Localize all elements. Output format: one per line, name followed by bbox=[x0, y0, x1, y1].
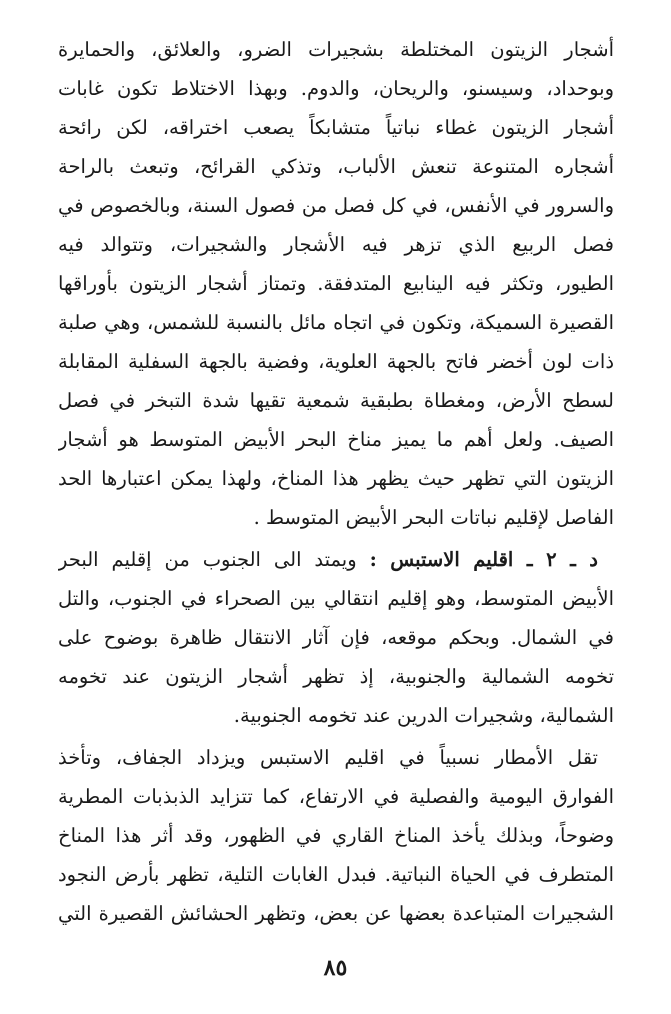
text-line: لسطح الأرض، ومغطاة بطبقية شمعية تقيها شدة التبخر في فصل bbox=[58, 389, 614, 412]
text-line: الشجيرات المتباعدة بعضها عن بعض، وتظهر الحشائش القصيرة التي bbox=[58, 902, 614, 925]
text-line: وبوحداد، وسيسنو، والريحان، والدوم. وبهذا الاختلاط تكون غابات bbox=[58, 77, 614, 100]
text-line: القصيرة السميكة، وتكون في اتجاه مائل بالنسبة للشمس، وهي صلبة bbox=[58, 311, 614, 334]
text-line: الفاصل لإقليم نباتات البحر الأبيض المتوسط . bbox=[253, 506, 614, 529]
text-line: الطيور، وتكثر فيه الينابيع المتدفقة. وتمتاز أشجار الزيتون بأوراقها bbox=[58, 272, 614, 295]
text-line: الصيف. ولعل أهم ما يميز مناخ البحر الأبيض المتوسط هو أشجار bbox=[58, 428, 614, 451]
text-line: أشجار الزيتون المختلطة بشجيرات الضرو، والعلائق، والحمايرة bbox=[58, 38, 614, 61]
text-run: ويمتد الى الجنوب من إقليم البحر bbox=[58, 548, 370, 571]
text-line: وضوحاً، وبذلك يأخذ المناخ القاري في الظهور، وقد أثر هذا المناخ bbox=[58, 824, 614, 847]
page-number: ٨٥ bbox=[323, 955, 348, 981]
text-line: تخومه الشمالية والجنوبية، إذ تظهر أشجار الزيتون عند تخومه bbox=[58, 665, 614, 688]
text-line: الشمالية، وشجيرات الدرين عند تخومه الجنوبية. bbox=[233, 704, 614, 727]
paragraph-steppe-climate bbox=[58, 738, 614, 933]
text-line: فصل الربيع الذي تزهر فيه الأشجار والشجيرات، وتتوالد فيه bbox=[58, 233, 614, 256]
text-line: الفوارق اليومية والفصلية في الارتفاع، كما تتزايد الذبذبات المطرية bbox=[58, 785, 614, 808]
section-heading: د ـ ٢ ـ اقليم الاستبس : bbox=[369, 548, 598, 571]
paragraph-steppe-region bbox=[58, 540, 614, 735]
text-line: والسرور في الأنفس، في كل فصل من فصول السنة، وبالخصوص في bbox=[58, 194, 614, 217]
text-line: الزيتون التي تظهر حيث يظهر هذا المناخ، ولهذا يمكن اعتبارها الحد bbox=[58, 467, 614, 490]
text-line: أشجار الزيتون غطاء نباتياً متشابكاً يصعب اختراقه، لكن رائحة bbox=[58, 116, 614, 139]
text-line: الأبيض المتوسط، وهو إقليم انتقالي بين الصحراء في الجنوب، والتل bbox=[58, 587, 614, 610]
text-line: ذات لون أخضر فاتح بالجهة العلوية، وفضية بالجهة السفلية المقابلة bbox=[58, 350, 614, 373]
text-line: أشجاره المتنوعة تنعش الألباب، وتذكي القرائح، وتبعث بالراحة bbox=[58, 155, 614, 178]
text-line: المتطرف في الحياة النباتية. فبدل الغابات التلية، تظهر بأرض النجود bbox=[58, 863, 614, 886]
paragraph-olive-trees bbox=[58, 30, 614, 537]
text-line: تقل الأمطار نسبياً في اقليم الاستبس ويزداد الجفاف، وتأخذ bbox=[58, 746, 598, 769]
text-line-with-heading bbox=[58, 540, 614, 579]
text-line: في الشمال. وبحكم موقعه، فإن آثار الانتقال ظاهرة بوضوح على bbox=[58, 626, 614, 649]
